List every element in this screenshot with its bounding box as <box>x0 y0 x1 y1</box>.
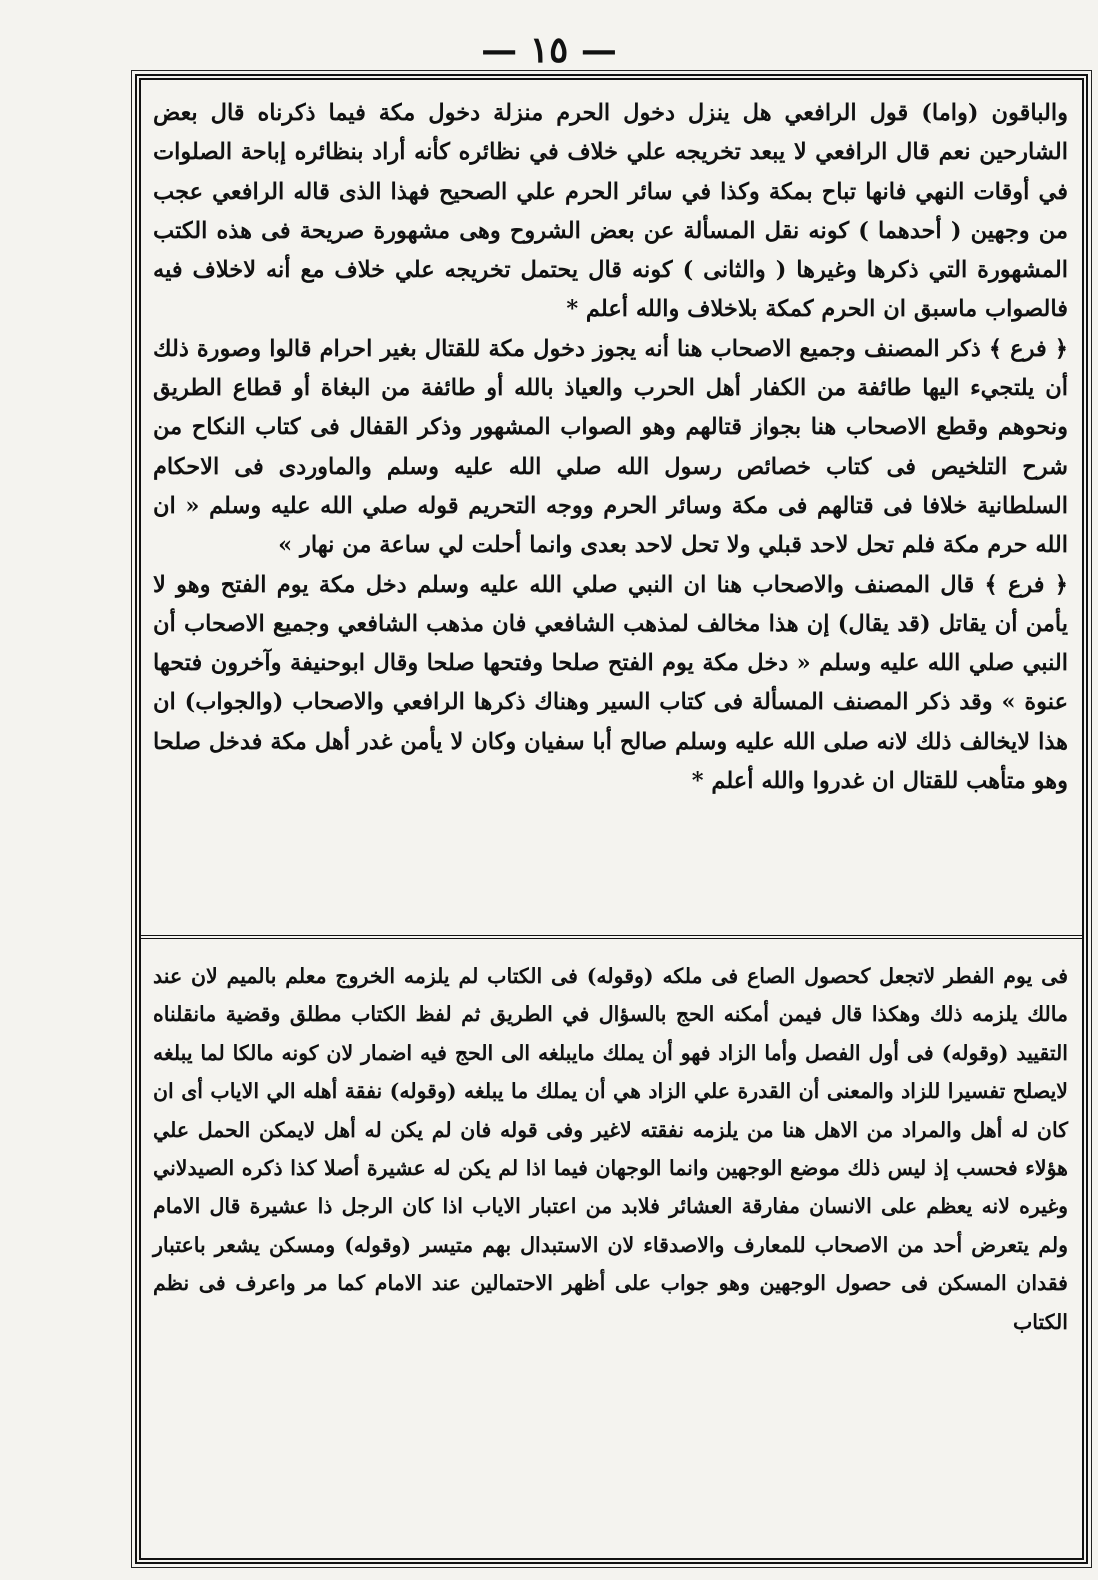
main-paragraph: ﴿ فرع ﴾ ذكر المصنف وجميع الاصحاب هنا أنه يجوز دخول مكة للقتال بغير احرام قالوا وصورة ذلك أن يلتجيء اليها طائفة من الكفار أهل الحرب والعياذ بالله أو طائفة من البغاة أو قطاع الطريق ونحوهم وقطع الاصحاب هنا بجواز قتالهم وهو الصواب المشهور وذكر القفال فى كتاب النكاح من شرح التلخيص فى كتاب خصائص رسول الله صلي الله عليه وسلم والماوردى فى الاحكام السلطانية خلافا فى قتالهم فى مكة وسائر الحرم ووجه التحريم قوله صلي الله عليه وسلم « ان الله حرم مكة فلم تحل لاحد قبلي ولا تحل لاحد بعدى وانما أحلت لي ساعة من نهار » <box>153 335 1068 559</box>
page-number: — ١٥ — <box>481 29 617 71</box>
main-paragraph: ﴿ فرع ﴾ قال المصنف والاصحاب هنا ان النبي صلي الله عليه وسلم دخل مكة يوم الفتح وهو لا يأمن أن يقاتل (قد يقال) إن هذا مخالف لمذهب الشافعي فان مذهب الشافعي وجميع الاصحاب أن النبي صلي الله عليه وسلم « دخل مكة يوم الفتح صلحا وفتحها صلحا وقال ابوحنيفة وآخرون فتحها عنوة » وقد ذكر المصنف المسألة فى كتاب السير وهناك ذكرها الرافعي والاصحاب (والجواب) ان هذا لايخالف ذلك لانه صلى الله عليه وسلم صالح أبا سفيان وكان لا يأمن غدر أهل مكة فدخل صلحا وهو متأهب للقتال ان غدروا والله أعلم * <box>153 571 1068 795</box>
section-divider <box>141 935 1082 939</box>
main-text-block <box>153 94 1068 801</box>
main-paragraph: والباقون (واما) قول الرافعي هل ينزل دخول الحرم منزلة دخول مكة فيما ذكرناه قال بعض الشارحين نعم قال الرافعي لا يبعد تخريجه علي خلاف في نظائره كأنه أراد بنظائره إباحة الصلوات في أوقات النهي فانها تباح بمكة وكذا في سائر الحرم علي الصحيح فهذا الذى قاله الرافعي عجب من وجهين ( أحدهما ) كونه نقل المسألة عن بعض الشروح وهى مشهورة صريحة فى هذه الكتب المشهورة التي ذكرها وغيرها ( والثانى ) كونه قال يحتمل تخريجه علي خلاف مع أنه لاخلاف فيه فالصواب ماسبق ان الحرم كمكة بلاخلاف والله أعلم * <box>153 100 1068 323</box>
commentary-paragraph: فى يوم الفطر لاتجعل كحصول الصاع فى ملكه (وقوله) فى الكتاب لم يلزمه الخروج معلم بالميم لان عند مالك يلزمه ذلك وهكذا قال فيمن أمكنه الحج بالسؤال في الطريق ثم لفظ الكتاب مطلق وقضية مانقلناه التقييد (وقوله) فى أول الفصل وأما الزاد فهو أن يملك مايبلغه الى الحج فيه اضمار لان كونه مالكا لما يبلغه لايصلح تفسيرا للزاد والمعنى أن القدرة علي الزاد هي أن يملك ما يبلغه (وقوله) نفقة أهله الي الاياب أى ان كان له أهل والمراد من الاهل هنا من يلزمه نفقته لاغير وفى قوله فان لم يكن له أهل لايمكن الحمل علي هؤلاء فحسب إذ ليس ذلك موضع الوجهين وانما الوجهان فيما اذا لم يكن له عشيرة أصلا كذا ذكره الصيدلاني وغيره لانه يعظم على الانسان مفارقة العشائر فلابد من اعتبار الاياب اذا كان الرجل ذا عشيرة قال الامام ولم يتعرض أحد من الاصحاب للمعارف والاصدقاء لان الاستبدال بهم متيسر (وقوله) ومسكن يشعر باعتبار فقدان المسكن فى حصول الوجهين وهو جواب على أظهر الاحتمالين عند الامام كما مر واعرف فى نظم الكتاب <box>153 964 1068 1334</box>
page-frame <box>135 74 1088 1564</box>
commentary-text-block <box>153 957 1068 1341</box>
